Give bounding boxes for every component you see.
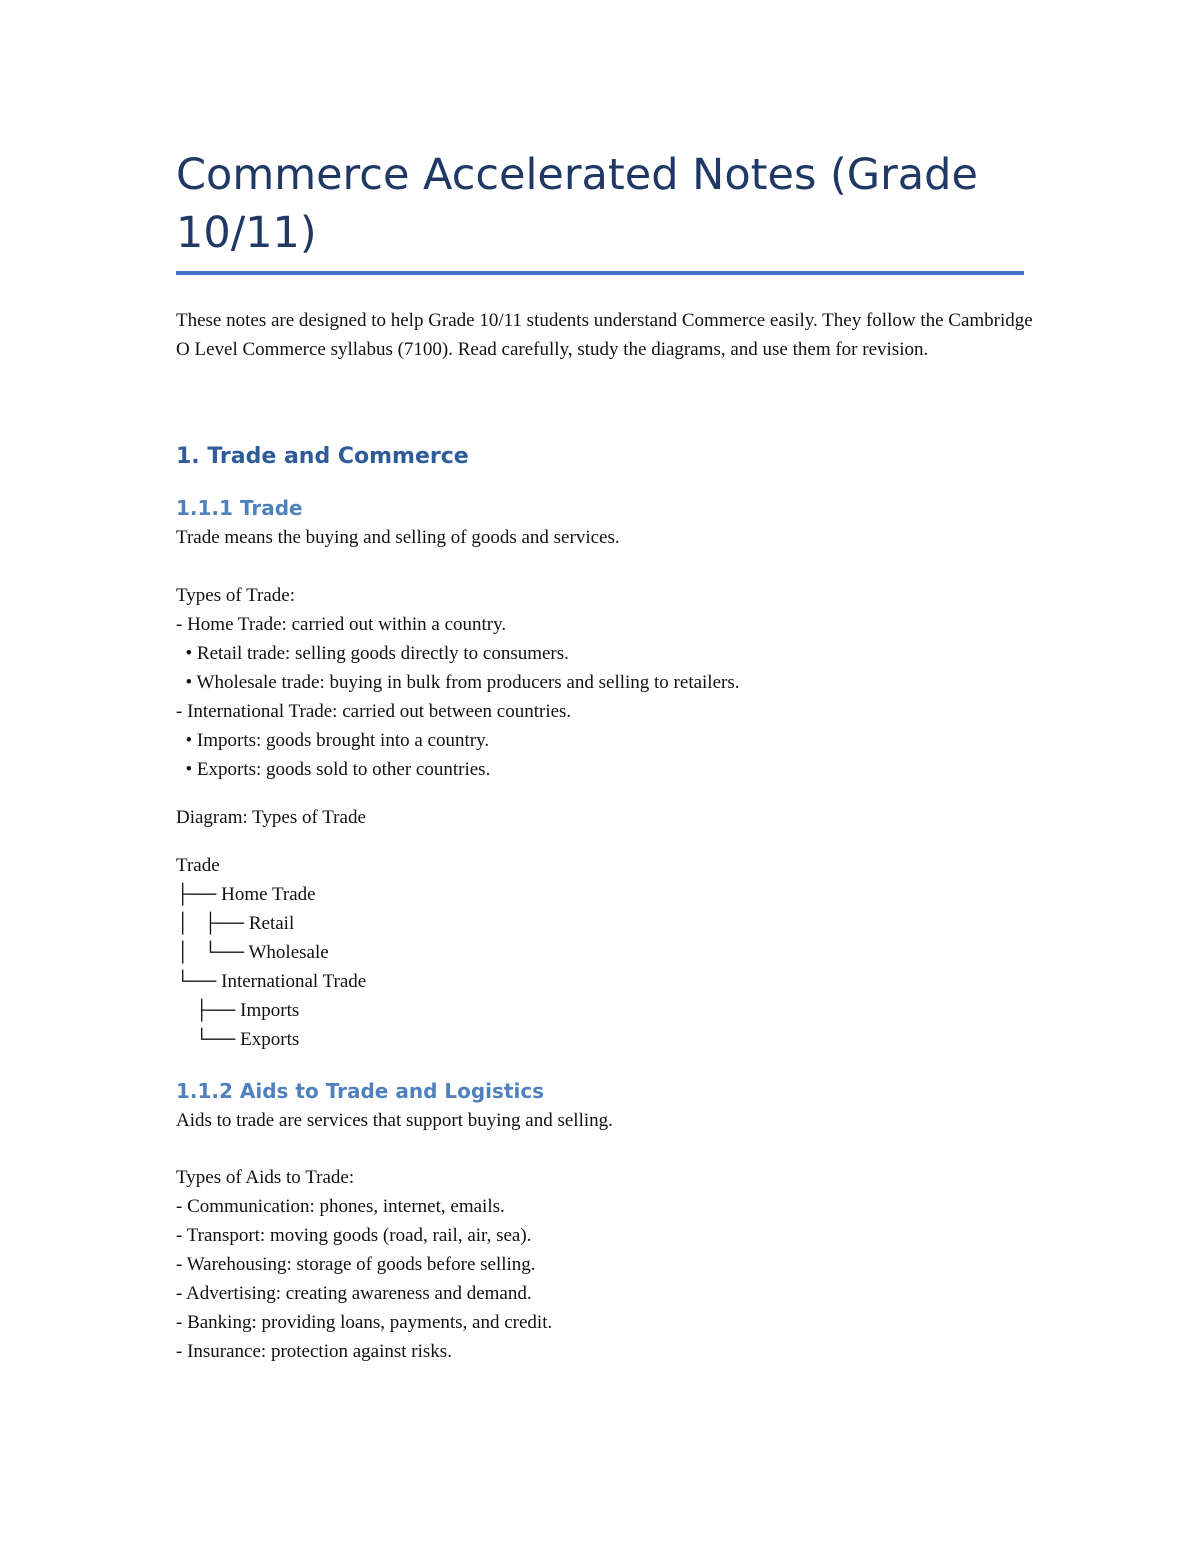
- trade-definition: Trade means the buying and selling of goods and services.: [176, 527, 620, 548]
- list-item: - International Trade: carried out between countries.: [176, 701, 572, 722]
- list-item: - Banking: providing loans, payments, and credit.: [176, 1312, 553, 1333]
- types-of-aids-label: Types of Aids to Trade:: [176, 1167, 355, 1188]
- section-heading-trade-and-commerce: 1. Trade and Commerce: [176, 444, 469, 469]
- diagram-line: │ └── Wholesale: [176, 942, 329, 963]
- subsection-heading-trade: 1.1.1 Trade: [176, 496, 303, 520]
- list-item: • Exports: goods sold to other countries.: [176, 759, 491, 780]
- diagram-line: ├── Imports: [176, 1000, 300, 1021]
- list-item: • Retail trade: selling goods directly to consumers.: [176, 643, 569, 664]
- diagram-line: └── Exports: [176, 1029, 300, 1050]
- list-item: - Advertising: creating awareness and demand.: [176, 1283, 532, 1304]
- list-item: • Wholesale trade: buying in bulk from producers and selling to retailers.: [176, 672, 740, 693]
- document-title: Commerce Accelerated Notes (Grade 10/11): [176, 150, 978, 258]
- list-item: - Home Trade: carried out within a country.: [176, 614, 507, 635]
- diagram-label: Diagram: Types of Trade: [176, 807, 366, 828]
- list-item: - Transport: moving goods (road, rail, air, sea).: [176, 1225, 532, 1246]
- list-item: • Imports: goods brought into a country.: [176, 730, 490, 751]
- intro-paragraph: These notes are designed to help Grade 10/11 students understand Commerce easily. They follow the Cambridge O Level Commerce syllabus (7100). Read carefully, study the diagrams, and use them for revision.: [176, 310, 1033, 360]
- subsection-heading-aids-to-trade: 1.1.2 Aids to Trade and Logistics: [176, 1079, 545, 1103]
- diagram-line: └── International Trade: [176, 971, 367, 992]
- list-item: - Warehousing: storage of goods before selling.: [176, 1254, 536, 1275]
- list-item: - Communication: phones, internet, emails.: [176, 1196, 505, 1217]
- list-item: - Insurance: protection against risks.: [176, 1341, 452, 1362]
- title-underline: [176, 271, 1024, 275]
- aids-definition: Aids to trade are services that support buying and selling.: [176, 1110, 613, 1131]
- types-of-trade-label: Types of Trade:: [176, 585, 296, 606]
- diagram-line: Trade: [176, 855, 220, 876]
- diagram-line: │ ├── Retail: [176, 913, 295, 934]
- diagram-line: ├── Home Trade: [176, 884, 316, 905]
